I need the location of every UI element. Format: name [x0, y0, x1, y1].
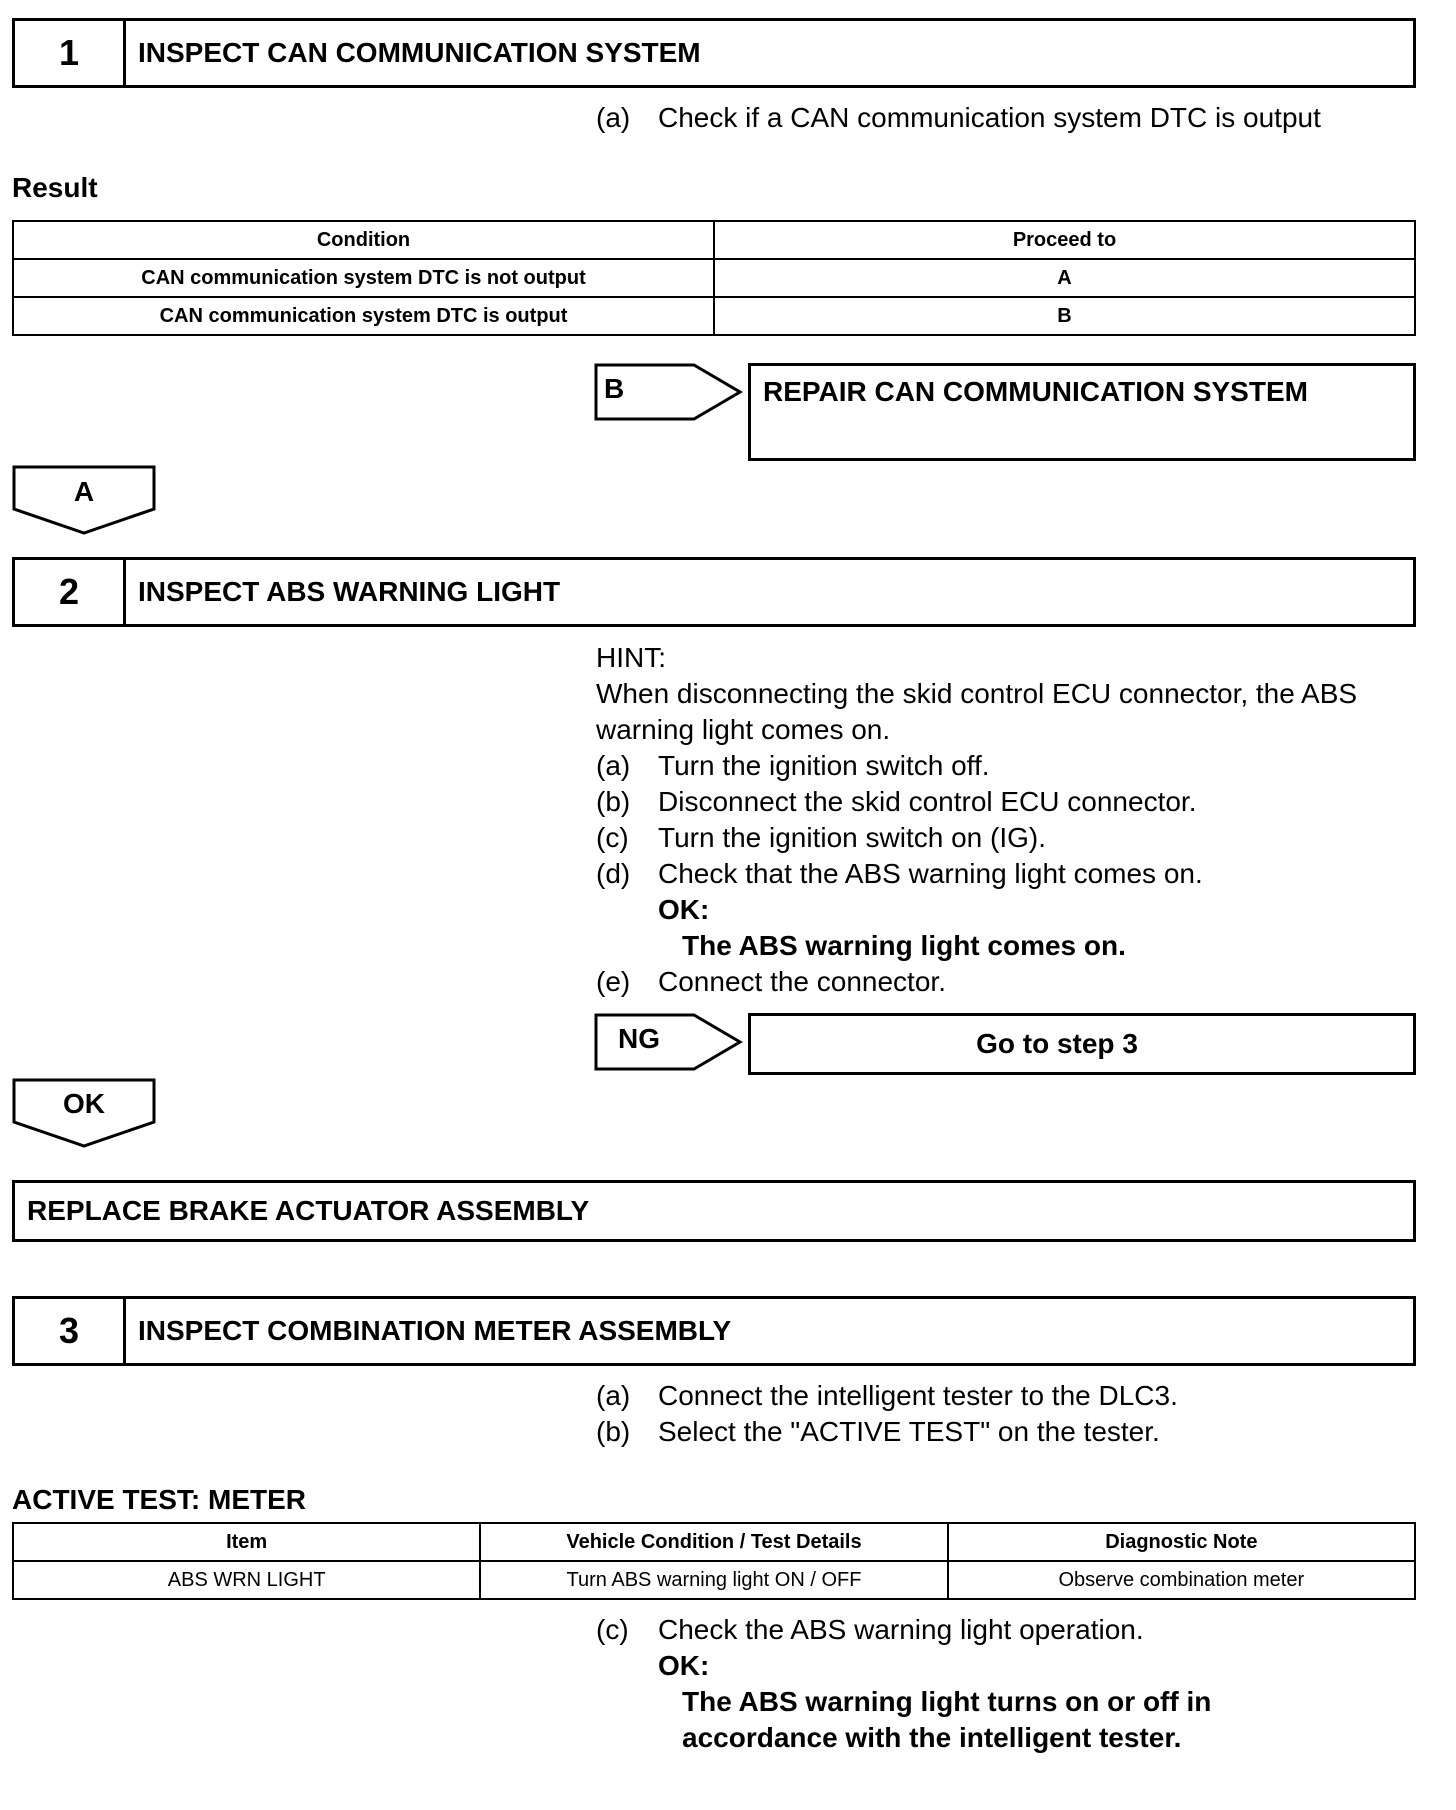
instruction-text: Check that the ABS warning light comes on. — [658, 858, 1203, 889]
column-header: Vehicle Condition / Test Details — [480, 1523, 947, 1561]
table-cell: CAN communication system DTC is output — [13, 297, 714, 335]
table-header-row — [13, 1523, 1415, 1561]
ok-label: OK: — [658, 1650, 710, 1681]
branch-b-action-box — [748, 363, 1416, 461]
instruction-text: Disconnect the skid control ECU connector. — [658, 786, 1197, 817]
instruction-label: (c) — [596, 822, 629, 853]
instruction-text: Check the ABS warning light operation. — [658, 1614, 1144, 1645]
active-test-table — [12, 1522, 1416, 1600]
step-number: 1 — [15, 21, 126, 85]
hint-text-line: warning light comes on. — [596, 714, 891, 745]
column-header: Condition — [13, 221, 714, 259]
instruction-line — [596, 784, 1196, 820]
instruction-label: (c) — [596, 1614, 629, 1645]
instruction-text: Turn the ignition switch off. — [658, 750, 990, 781]
table-row — [13, 259, 1415, 297]
ok-label: OK: — [658, 894, 710, 925]
step-3-header — [12, 1296, 1416, 1366]
instruction-label: (a) — [596, 102, 631, 133]
table-header-row — [13, 221, 1415, 259]
instruction-line — [596, 856, 1203, 892]
instruction-label: (e) — [596, 966, 631, 997]
instruction-label: (b) — [596, 786, 631, 817]
table-cell: CAN communication system DTC is not output — [13, 259, 714, 297]
instruction-text: Check if a CAN communication system DTC is output — [658, 102, 1321, 133]
branch-a-tag: A — [73, 476, 95, 507]
instruction-line — [596, 964, 946, 1000]
ok-text-line: accordance with the intelligent tester. — [682, 1722, 1182, 1753]
branch-b-tag: B — [604, 373, 625, 404]
instruction-label: (d) — [596, 858, 631, 889]
branch-ng-action-box — [748, 1013, 1416, 1075]
instruction-line — [596, 100, 1321, 136]
instruction-line — [596, 748, 990, 784]
table-cell: ABS WRN LIGHT — [13, 1561, 480, 1599]
instruction-line — [596, 1414, 1160, 1450]
instruction-text: Select the "ACTIVE TEST" on the tester. — [658, 1416, 1160, 1447]
branch-ng-action-text: Go to step 3 — [976, 1028, 1138, 1059]
ok-text-line: The ABS warning light turns on or off in — [682, 1686, 1212, 1717]
instruction-line — [596, 820, 1046, 856]
instruction-text: Connect the intelligent tester to the DLC3. — [658, 1380, 1178, 1411]
table-row — [13, 1561, 1415, 1599]
step-number: 2 — [15, 560, 126, 624]
table-cell: A — [714, 259, 1415, 297]
instruction-text: Turn the ignition switch on (IG). — [658, 822, 1047, 853]
table-cell: Turn ABS warning light ON / OFF — [480, 1561, 947, 1599]
table-cell: Observe combination meter — [948, 1561, 1415, 1599]
instruction-line — [596, 1378, 1178, 1414]
hint-label: HINT: — [596, 642, 666, 673]
column-header: Proceed to — [714, 221, 1415, 259]
instruction-label: (a) — [596, 1380, 631, 1411]
instruction-label: (a) — [596, 750, 631, 781]
step-title: INSPECT CAN COMMUNICATION SYSTEM — [138, 37, 701, 68]
instruction-line — [596, 1612, 1144, 1648]
instruction-text: Connect the connector. — [658, 966, 946, 997]
column-header: Diagnostic Note — [948, 1523, 1415, 1561]
active-test-heading: ACTIVE TEST: METER — [12, 1484, 307, 1515]
instruction-label: (b) — [596, 1416, 631, 1447]
result-heading: Result — [12, 172, 98, 203]
step-number: 3 — [15, 1299, 126, 1363]
step-1-header — [12, 18, 1416, 88]
ok-text: The ABS warning light comes on. — [682, 930, 1126, 961]
branch-ng-tag: NG — [618, 1023, 660, 1054]
table-cell: B — [714, 297, 1415, 335]
branch-b-action-text: REPAIR CAN COMMUNICATION SYSTEM — [763, 376, 1308, 407]
column-header: Item — [13, 1523, 480, 1561]
hint-text-line: When disconnecting the skid control ECU connector, the ABS — [596, 678, 1358, 709]
step-2-header — [12, 557, 1416, 627]
table-row — [13, 297, 1415, 335]
replace-action-box — [12, 1180, 1416, 1242]
step-title: INSPECT COMBINATION METER ASSEMBLY — [138, 1315, 732, 1346]
replace-action-text: REPLACE BRAKE ACTUATOR ASSEMBLY — [27, 1195, 590, 1226]
step-title: INSPECT ABS WARNING LIGHT — [138, 576, 561, 607]
branch-ok-tag: OK — [63, 1088, 105, 1119]
result-table — [12, 220, 1416, 336]
